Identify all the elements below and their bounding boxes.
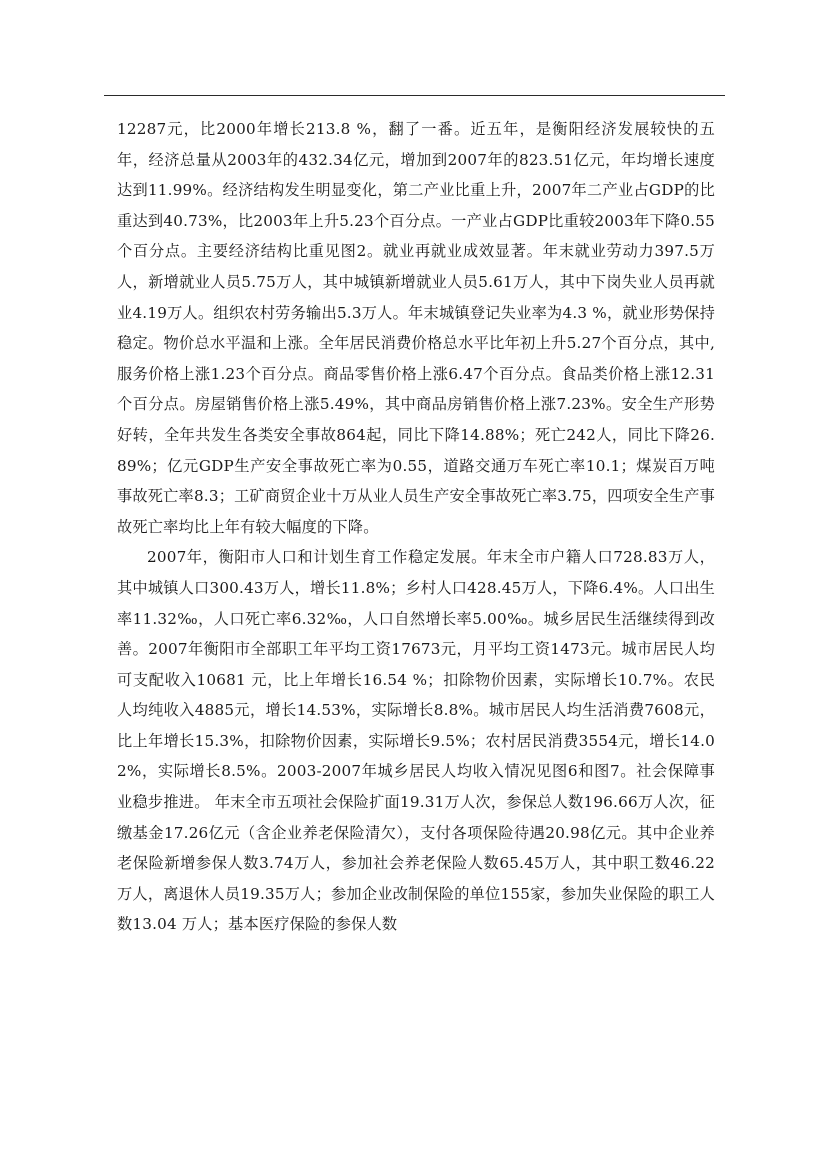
header-rule <box>104 95 725 96</box>
paragraph-economy: 12287元，比2000年增长213.8 %，翻了一番。近五年，是衡阳经济发展较快的五年，经济总量从2003年的432.34亿元，增加到2007年的823.51亿元，年均增长速度达到11.99%。经济结构发生明显变化，第二产业比重上升，2007年二产业占GDP的比重达到40.73%，比2003年上升5.23个百分点。一产业占GDP比重较2003年下降0.55个百分点。主要经济结构比重见图2。就业再就业成效显著。年末就业劳动力397.5万人，新增就业人员5.75万人，其中城镇新增就业人员5.61万人，其中下岗失业人员再就业4.19万人。组织农村劳务输出5.3万人。年末城镇登记失业率为4.3 %，就业形势保持稳定。物价总水平温和上涨。全年居民消费价格总水平比年初上升5.27个百分点，其中,服务价格上涨1.23个百分点。商品零售价格上涨6.47个百分点。食品类价格上涨12.31个百分点。房屋销售价格上涨5.49%，其中商品房销售价格上涨7.23%。安全生产形势好转，全年共发生各类安全事故864起，同比下降14.88%；死亡242人，同比下降26.89%；亿元GDP生产安全事故死亡率为0.55，道路交通万车死亡率10.1；煤炭百万吨事故死亡率8.3；工矿商贸企业十万从业人员生产安全事故死亡率3.75，四项安全生产事故死亡率均比上年有较大幅度的下降。 <box>117 120 715 536</box>
page-content <box>117 114 715 940</box>
paragraph-population: 2007年，衡阳市人口和计划生育工作稳定发展。年末全市户籍人口728.83万人，其中城镇人口300.43万人，增长11.8%；乡村人口428.45万人，下降6.4%。人口出生率11.32‰，人口死亡率6.32‰，人口自然增长率5.00‰。城乡居民生活继续得到改善。2007年衡阳市全部职工年平均工资17673元，月平均工资1473元。城市居民人均可支配收入10681 元，比上年增长16.54 %；扣除物价因素，实际增长10.7%。农民人均纯收入4885元，增长14.53%，实际增长8.8%。城市居民人均生活消费7608元，比上年增长15.3%，扣除物价因素，实际增长9.5%；农村居民消费3554元，增长14.02%，实际增长8.5%。2003-2007年城乡居民人均收入情况见图6和图7。社会保障事业稳步推进。 年末全市五项社会保险扩面19.31万人次，参保总人数196.66万人次，征缴基金17.26亿元（含企业养老保险清欠），支付各项保险待遇20.98亿元。其中企业养老保险新增参保人数3.74万人，参加社会养老保险人数65.45万人，其中职工数46.22万人，离退休人员19.35万人；参加企业改制保险的单位155家，参加失业保险的职工人数13.04 万人；基本医疗保险的参保人数 <box>117 548 715 934</box>
